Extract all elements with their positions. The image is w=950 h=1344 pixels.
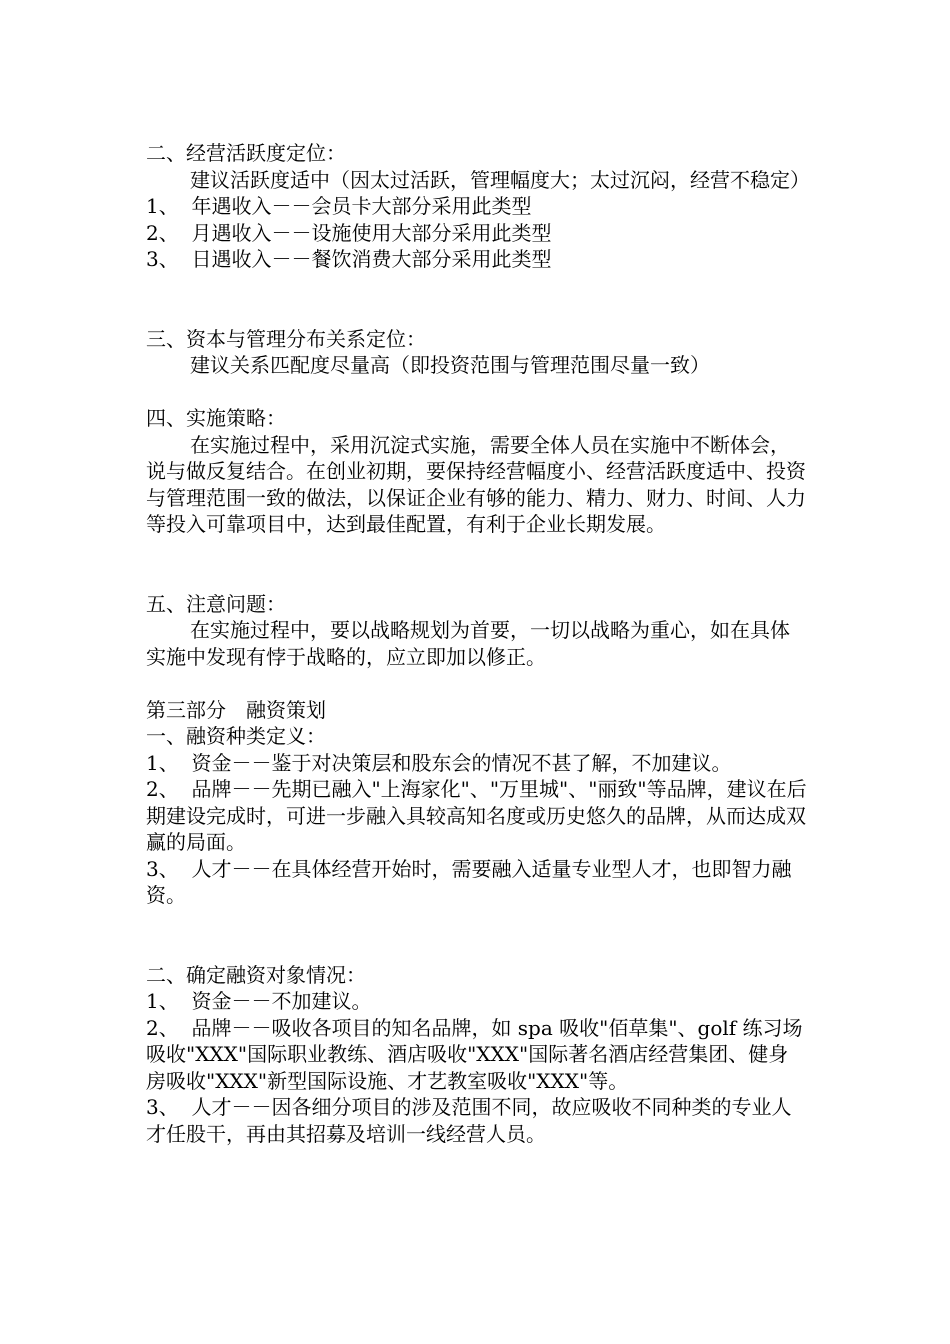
spacer xyxy=(146,670,808,697)
section-heading-financing-targets: 二、确定融资对象情况： xyxy=(146,962,366,987)
section-paragraph-strategy: 在实施过程中，采用沉淀式实施，需要全体人员在实施中不断体会，说与做反复结合。在创业初期，要保持经营幅度小、经营活跃度适中、投资与管理范围一致的做法，以保证企业有够的能力、精力、财力、时间、人力等投入可靠项目中，达到最佳配置，有利于企业长期发展。 xyxy=(146,432,806,536)
section-paragraph-attention: 在实施过程中，要以战略规划为首要，一切以战略为重心，如在具体实施中发现有悖于战略的，应立即加以修正。 xyxy=(146,618,790,669)
list-item-yearly-income: 1、 年遇收入－－会员卡大部分采用此类型 xyxy=(146,194,532,218)
section-heading-strategy: 四、实施策略： xyxy=(146,406,286,430)
list-item-brand: 2、 品牌－－先期已融入"上海家化"、"万里城"、"丽致"等品牌，建议在后期建设完成时，可进一步融入具较高知名度或历史悠久的品牌，从而达成双赢的局面。 xyxy=(146,777,807,854)
section-heading-activity: 二、经营活跃度定位： xyxy=(146,141,346,165)
document-page xyxy=(146,140,808,1147)
spacer xyxy=(146,909,808,962)
part-title-financing: 第三部分 融资策划 xyxy=(146,697,326,722)
list-item-talent: 3、 人才－－在具体经营开始时，需要融入适量专业型人才，也即智力融资。 xyxy=(146,856,792,907)
section-paragraph-activity: 建议活跃度适中（因太过活跃，管理幅度大；太过沉闷，经营不稳定） xyxy=(190,167,810,192)
section-heading-financing-types: 一、融资种类定义： xyxy=(146,724,326,748)
spacer xyxy=(146,538,808,591)
list-item-monthly-income: 2、 月遇收入－－设施使用大部分采用此类型 xyxy=(146,220,552,245)
list-item-capital: 1、 资金－－鉴于对决策层和股东会的情况不甚了解，不加建议。 xyxy=(146,750,732,775)
spacer xyxy=(146,379,808,406)
section-heading-capital: 三、资本与管理分布关系定位： xyxy=(146,326,426,351)
list-item-talent-target: 3、 人才－－因各细分项目的涉及范围不同，故应吸收不同种类的专业人才任股干，再由其招募及培训一线经营人员。 xyxy=(146,1095,792,1146)
section-heading-attention: 五、注意问题： xyxy=(146,591,286,616)
list-item-capital-target: 1、 资金－－不加建议。 xyxy=(146,989,372,1013)
spacer xyxy=(146,273,808,326)
list-item-daily-income: 3、 日遇收入－－餐饮消费大部分采用此类型 xyxy=(146,247,552,271)
section-paragraph-capital: 建议关系匹配度尽量高（即投资范围与管理范围尽量一致） xyxy=(190,353,710,377)
list-item-brand-target: 2、 品牌－－吸收各项目的知名品牌，如 spa 吸收"佰草集"、golf 练习场吸收"XXX"国际职业教练、酒店吸收"XXX"国际著名酒店经营集团、健身房吸收"XXX"新型国际设施、才艺教室吸收"XXX"等。 xyxy=(146,1015,803,1093)
